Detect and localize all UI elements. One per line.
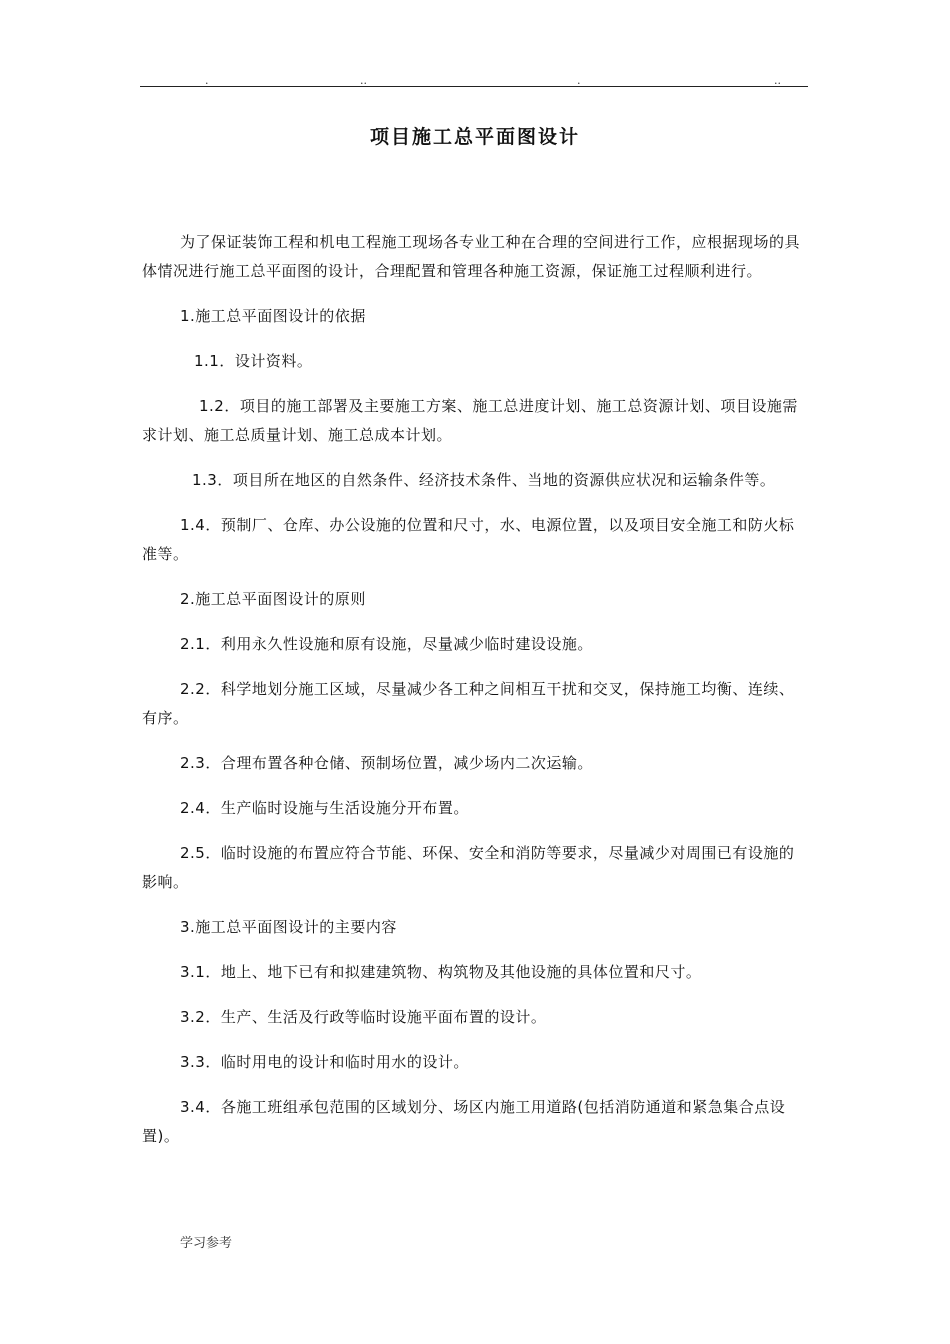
item-3-3: 3.3．临时用电的设计和临时用水的设计。 bbox=[180, 1053, 469, 1071]
header-mark: . bbox=[577, 74, 581, 87]
item-1-2: 1.2．项目的施工部署及主要施工方案、施工总进度计划、施工总资源计划、项目设施需求计划、施工总质量计划、施工总成本计划。 bbox=[142, 397, 798, 444]
section-heading-1: 1.施工总平面图设计的依据 bbox=[180, 307, 366, 325]
item-3-4: 3.4．各施工班组承包范围的区域划分、场区内施工用道路(包括消防通道和紧急集合点设置)。 bbox=[142, 1098, 786, 1145]
item-2-3: 2.3．合理布置各种仓储、预制场位置，减少场内二次运输。 bbox=[180, 754, 593, 772]
item-2-4: 2.4．生产临时设施与生活设施分开布置。 bbox=[180, 799, 469, 817]
item-3-2: 3.2．生产、生活及行政等临时设施平面布置的设计。 bbox=[180, 1008, 547, 1026]
document-title: 项目施工总平面图设计 bbox=[369, 126, 580, 148]
item-1-3: 1.3．项目所在地区的自然条件、经济技术条件、当地的资源供应状况和运输条件等。 bbox=[192, 471, 776, 489]
header-mark: .. bbox=[774, 74, 781, 87]
document-body bbox=[142, 228, 808, 1167]
item-1-1: 1.1．设计资料。 bbox=[194, 352, 313, 370]
header-mark: .. bbox=[360, 74, 367, 87]
page-footer: 学习参考 bbox=[180, 1236, 233, 1251]
item-2-1: 2.1．利用永久性设施和原有设施，尽量减少临时建设设施。 bbox=[180, 635, 593, 653]
item-2-5: 2.5．临时设施的布置应符合节能、环保、安全和消防等要求，尽量减少对周围已有设施的影响。 bbox=[142, 844, 795, 891]
section-heading-2: 2.施工总平面图设计的原则 bbox=[180, 590, 366, 608]
header-mark: . bbox=[205, 74, 209, 87]
item-1-4: 1.4．预制厂、仓库、办公设施的位置和尺寸，水、电源位置，以及项目安全施工和防火标准等。 bbox=[142, 516, 795, 563]
section-heading-3: 3.施工总平面图设计的主要内容 bbox=[180, 918, 397, 936]
intro-paragraph: 为了保证装饰工程和机电工程施工现场各专业工种在合理的空间进行工作，应根据现场的具体情况进行施工总平面图的设计，合理配置和管理各种施工资源，保证施工过程顺利进行。 bbox=[142, 233, 801, 280]
item-2-2: 2.2．科学地划分施工区域，尽量减少各工种之间相互干扰和交叉，保持施工均衡、连续、有序。 bbox=[142, 680, 795, 727]
item-3-1: 3.1．地上、地下已有和拟建建筑物、构筑物及其他设施的具体位置和尺寸。 bbox=[180, 963, 702, 981]
header-rule bbox=[140, 86, 808, 87]
